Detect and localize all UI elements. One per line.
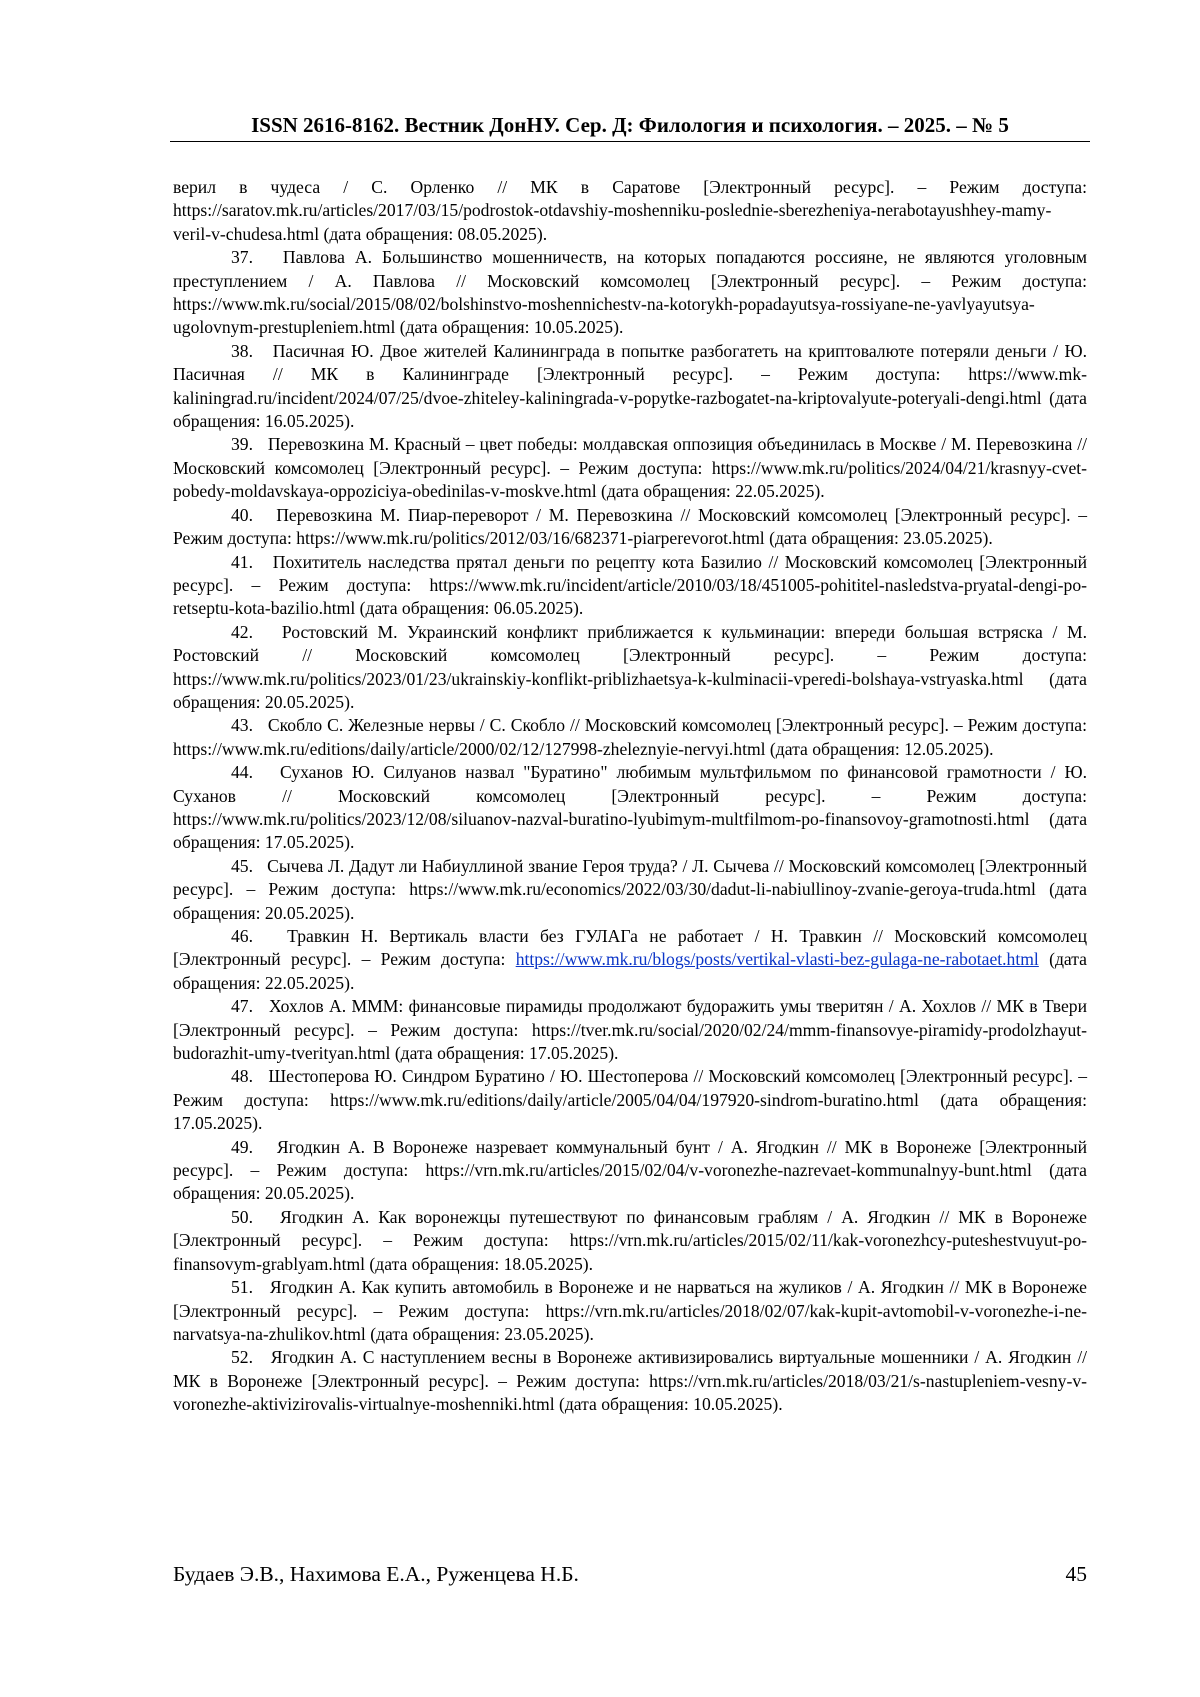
reference-number: 51. (231, 1277, 253, 1298)
reference-number: 42. (231, 621, 253, 642)
reference-number: 47. (231, 996, 253, 1017)
reference-access-date: (дата обращения: 22.05.2025). (173, 949, 1087, 993)
reference-item (173, 1136, 1087, 1206)
reference-item (173, 995, 1087, 1065)
reference-text: Скобло С. Железные нервы / С. Скобло // Московский комсомолец [Электронный ресурс]. – Режим доступа: https://www.mk.ru/editions/daily/article/2000/02/12/127998-zheleznyie-nervyi.html (дата обращения: 12.05.2025). (173, 715, 1087, 759)
reference-text: Похититель наследства прятал деньги по рецепту кота Базилио // Московский комсомолец [Электронный ресурс]. – Режим доступа: https://www.mk.ru/incident/article/2010/03/18/451005-pohititel-nasledstva-pryatal-dengi-po-retseptu-kota-bazilio.html (дата обращения: 06.05.2025). (173, 551, 1087, 619)
reference-number: 50. (231, 1206, 253, 1227)
reference-number: 52. (231, 1347, 253, 1368)
reference-number: 45. (231, 855, 253, 876)
reference-item (173, 246, 1087, 340)
reference-number: 49. (231, 1136, 253, 1157)
reference-text: Хохлов А. МММ: финансовые пирамиды продолжают будоражить умы тверитян / А. Хохлов // МК в Твери [Электронный ресурс]. – Режим доступа: https://tver.mk.ru/social/2020/02/24/mmm-finansovye-piramidy-prodolzhayut-budorazhit-umy-tverityan.html (дата обращения: 17.05.2025). (173, 996, 1087, 1064)
reference-item (173, 714, 1087, 761)
reference-text: Перевозкина М. Красный – цвет победы: молдавская оппозиция объединилась в Москве / М. Перевозкина // Московский комсомолец [Электронный ресурс]. – Режим доступа: https://www.mk.ru/politics/2024/04/21/krasnyy-cvet-pobedy-moldavskaya-oppoziciya-obedinilas-v-moskve.html (дата обращения: 22.05.2025). (173, 434, 1087, 502)
reference-text: Ягодкин А. С наступлением весны в Воронеже активизировались виртуальные мошенники / А. Ягодкин // МК в Воронеже [Электронный ресурс]. – Режим доступа: https://vrn.mk.ru/articles/2018/03/21/s-nastupleniem-vesny-v-voronezhe-aktivizirovalis-virtualnye-moshenniki.html (дата обращения: 10.05.2025). (173, 1347, 1087, 1415)
reference-item (173, 1206, 1087, 1276)
reference-number: 37. (231, 247, 253, 268)
reference-item (173, 504, 1087, 551)
reference-text: Перевозкина М. Пиар-переворот / М. Перевозкина // Московский комсомолец [Электронный ресурс]. – Режим доступа: https://www.mk.ru/politics/2012/03/16/682371-piarperevorot.html (дата обращения: 23.05.2025). (173, 504, 1087, 549)
reference-link[interactable]: https://www.mk.ru/blogs/posts/vertikal-vlasti-bez-gulaga-ne-rabotaet.html (515, 949, 1039, 970)
reference-item (173, 551, 1087, 621)
reference-text: Ягодкин А. Как купить автомобиль в Воронеже и не нарваться на жуликов / А. Ягодкин // МК в Воронеже [Электронный ресурс]. – Режим доступа: https://vrn.mk.ru/articles/2018/02/07/kak-kupit-avtomobil-v-voronezhe-i-ne-narvatsya-na-zhulikov.html (дата обращения: 23.05.2025). (173, 1277, 1087, 1344)
reference-item (173, 1276, 1087, 1346)
reference-text: Травкин Н. Вертикаль власти без ГУЛАГа не работает / Н. Травкин // Московский комсомолец [Электронный ресурс]. – Режим доступа: (173, 926, 1087, 970)
reference-text: Шестоперова Ю. Синдром Буратино / Ю. Шестоперова // Московский комсомолец [Электронный ресурс]. – Режим доступа: https://www.mk.ru/editions/daily/article/2005/04/04/197920-sindrom-buratino.html (дата обращения: 17.05.2025). (173, 1066, 1087, 1134)
reference-item (173, 855, 1087, 925)
reference-item (173, 176, 1087, 246)
reference-item (173, 433, 1087, 503)
reference-item (173, 761, 1087, 855)
reference-text: верил в чудеса / С. Орленко // МК в Саратове [Электронный ресурс]. – Режим доступа: https://saratov.mk.ru/articles/2017/03/15/podrostok-otdavshiy-moshenniku-poslednie-sberezheniya-nerabotayushhey-mamy-veril-v-chudesa.html (дата обращения: 08.05.2025). (173, 177, 1087, 244)
reference-item (173, 1346, 1087, 1416)
page-number: 45 (1065, 1562, 1087, 1586)
reference-number: 43. (231, 715, 253, 736)
reference-text: Сычева Л. Дадут ли Набиуллиной звание Героя труда? / Л. Сычева // Московский комсомолец [Электронный ресурс]. – Режим доступа: https://www.mk.ru/economics/2022/03/30/dadut-li-nabiullinoy-zvanie-geroya-truda.html (дата обращения: 20.05.2025). (173, 855, 1087, 923)
reference-text: Суханов Ю. Силуанов назвал "Буратино" любимым мультфильмом по финансовой грамотности / Ю. Суханов // Московский комсомолец [Электронный ресурс]. – Режим доступа: https://www.mk.ru/politics/2023/12/08/siluanov-nazval-buratino-lyubimym-multfilmom-po-finansovoy-gramotnosti.html (дата обращения: 17.05.2025). (173, 762, 1087, 853)
reference-number: 40. (231, 504, 253, 525)
footer-authors: Будаев Э.В., Нахимова Е.А., Руженцева Н.Б. (173, 1562, 579, 1586)
reference-number: 44. (231, 762, 253, 783)
reference-item (173, 1065, 1087, 1135)
reference-list (173, 176, 1087, 1417)
reference-text: Павлова А. Большинство мошенничеств, на которых попадаются россияне, не являются уголовным преступлением / А. Павлова // Московский комсомолец [Электронный ресурс]. – Режим доступа: https://www.mk.ru/social/2015/08/02/bolshinstvo-moshennichestv-na-kotorykh-popadayutsya-rossiyane-ne-yavlyayutsya-ugolovnym-prestupleniem.html (дата обращения: 10.05.2025). (173, 247, 1087, 338)
reference-number: 41. (231, 551, 253, 572)
reference-number: 38. (231, 340, 253, 361)
reference-text: Пасичная Ю. Двое жителей Калининграда в попытке разбогатеть на криптовалюте потеряли деньги / Ю. Пасичная // МК в Калининграде [Электронный ресурс]. – Режим доступа: https://www.mk-kaliningrad.ru/incident/2024/07/25/dvoe-zhiteley-kaliningrada-v-popytke-razbogatet-na-kriptovalyute-poteryali-dengi.html (дата обращения: 16.05.2025). (173, 340, 1087, 432)
reference-number: 46. (231, 926, 253, 946)
reference-item (173, 340, 1087, 434)
reference-item (173, 925, 1087, 995)
reference-number: 48. (231, 1066, 253, 1087)
reference-text: Ягодкин А. В Воронеже назревает коммунальный бунт / А. Ягодкин // МК в Воронеже [Электронный ресурс]. – Режим доступа: https://vrn.mk.ru/articles/2015/02/04/v-voronezhe-nazrevaet-kommunalnyy-bunt.html (дата обращения: 20.05.2025). (173, 1136, 1087, 1204)
reference-item (173, 621, 1087, 715)
reference-text: Ягодкин А. Как воронежцы путешествуют по финансовым граблям / А. Ягодкин // МК в Воронеже [Электронный ресурс]. – Режим доступа: https://vrn.mk.ru/articles/2015/02/11/kak-voronezhcy-puteshestvuyut-po-finansovym-grablyam.html (дата обращения: 18.05.2025). (173, 1206, 1087, 1274)
journal-header: ISSN 2616-8162. Вестник ДонНУ. Сер. Д: Филология и психология. – 2025. – № 5 (170, 112, 1090, 142)
reference-number: 39. (231, 434, 253, 455)
reference-text: Ростовский М. Украинский конфликт приближается к кульминации: впереди большая встряска / М. Ростовский // Московский комсомолец [Электронный ресурс]. – Режим доступа: https://www.mk.ru/politics/2023/01/23/ukrainskiy-konflikt-priblizhaetsya-k-kulminacii-vperedi-bolshaya-vstryaska.html (дата обращения: 20.05.2025). (173, 621, 1087, 712)
